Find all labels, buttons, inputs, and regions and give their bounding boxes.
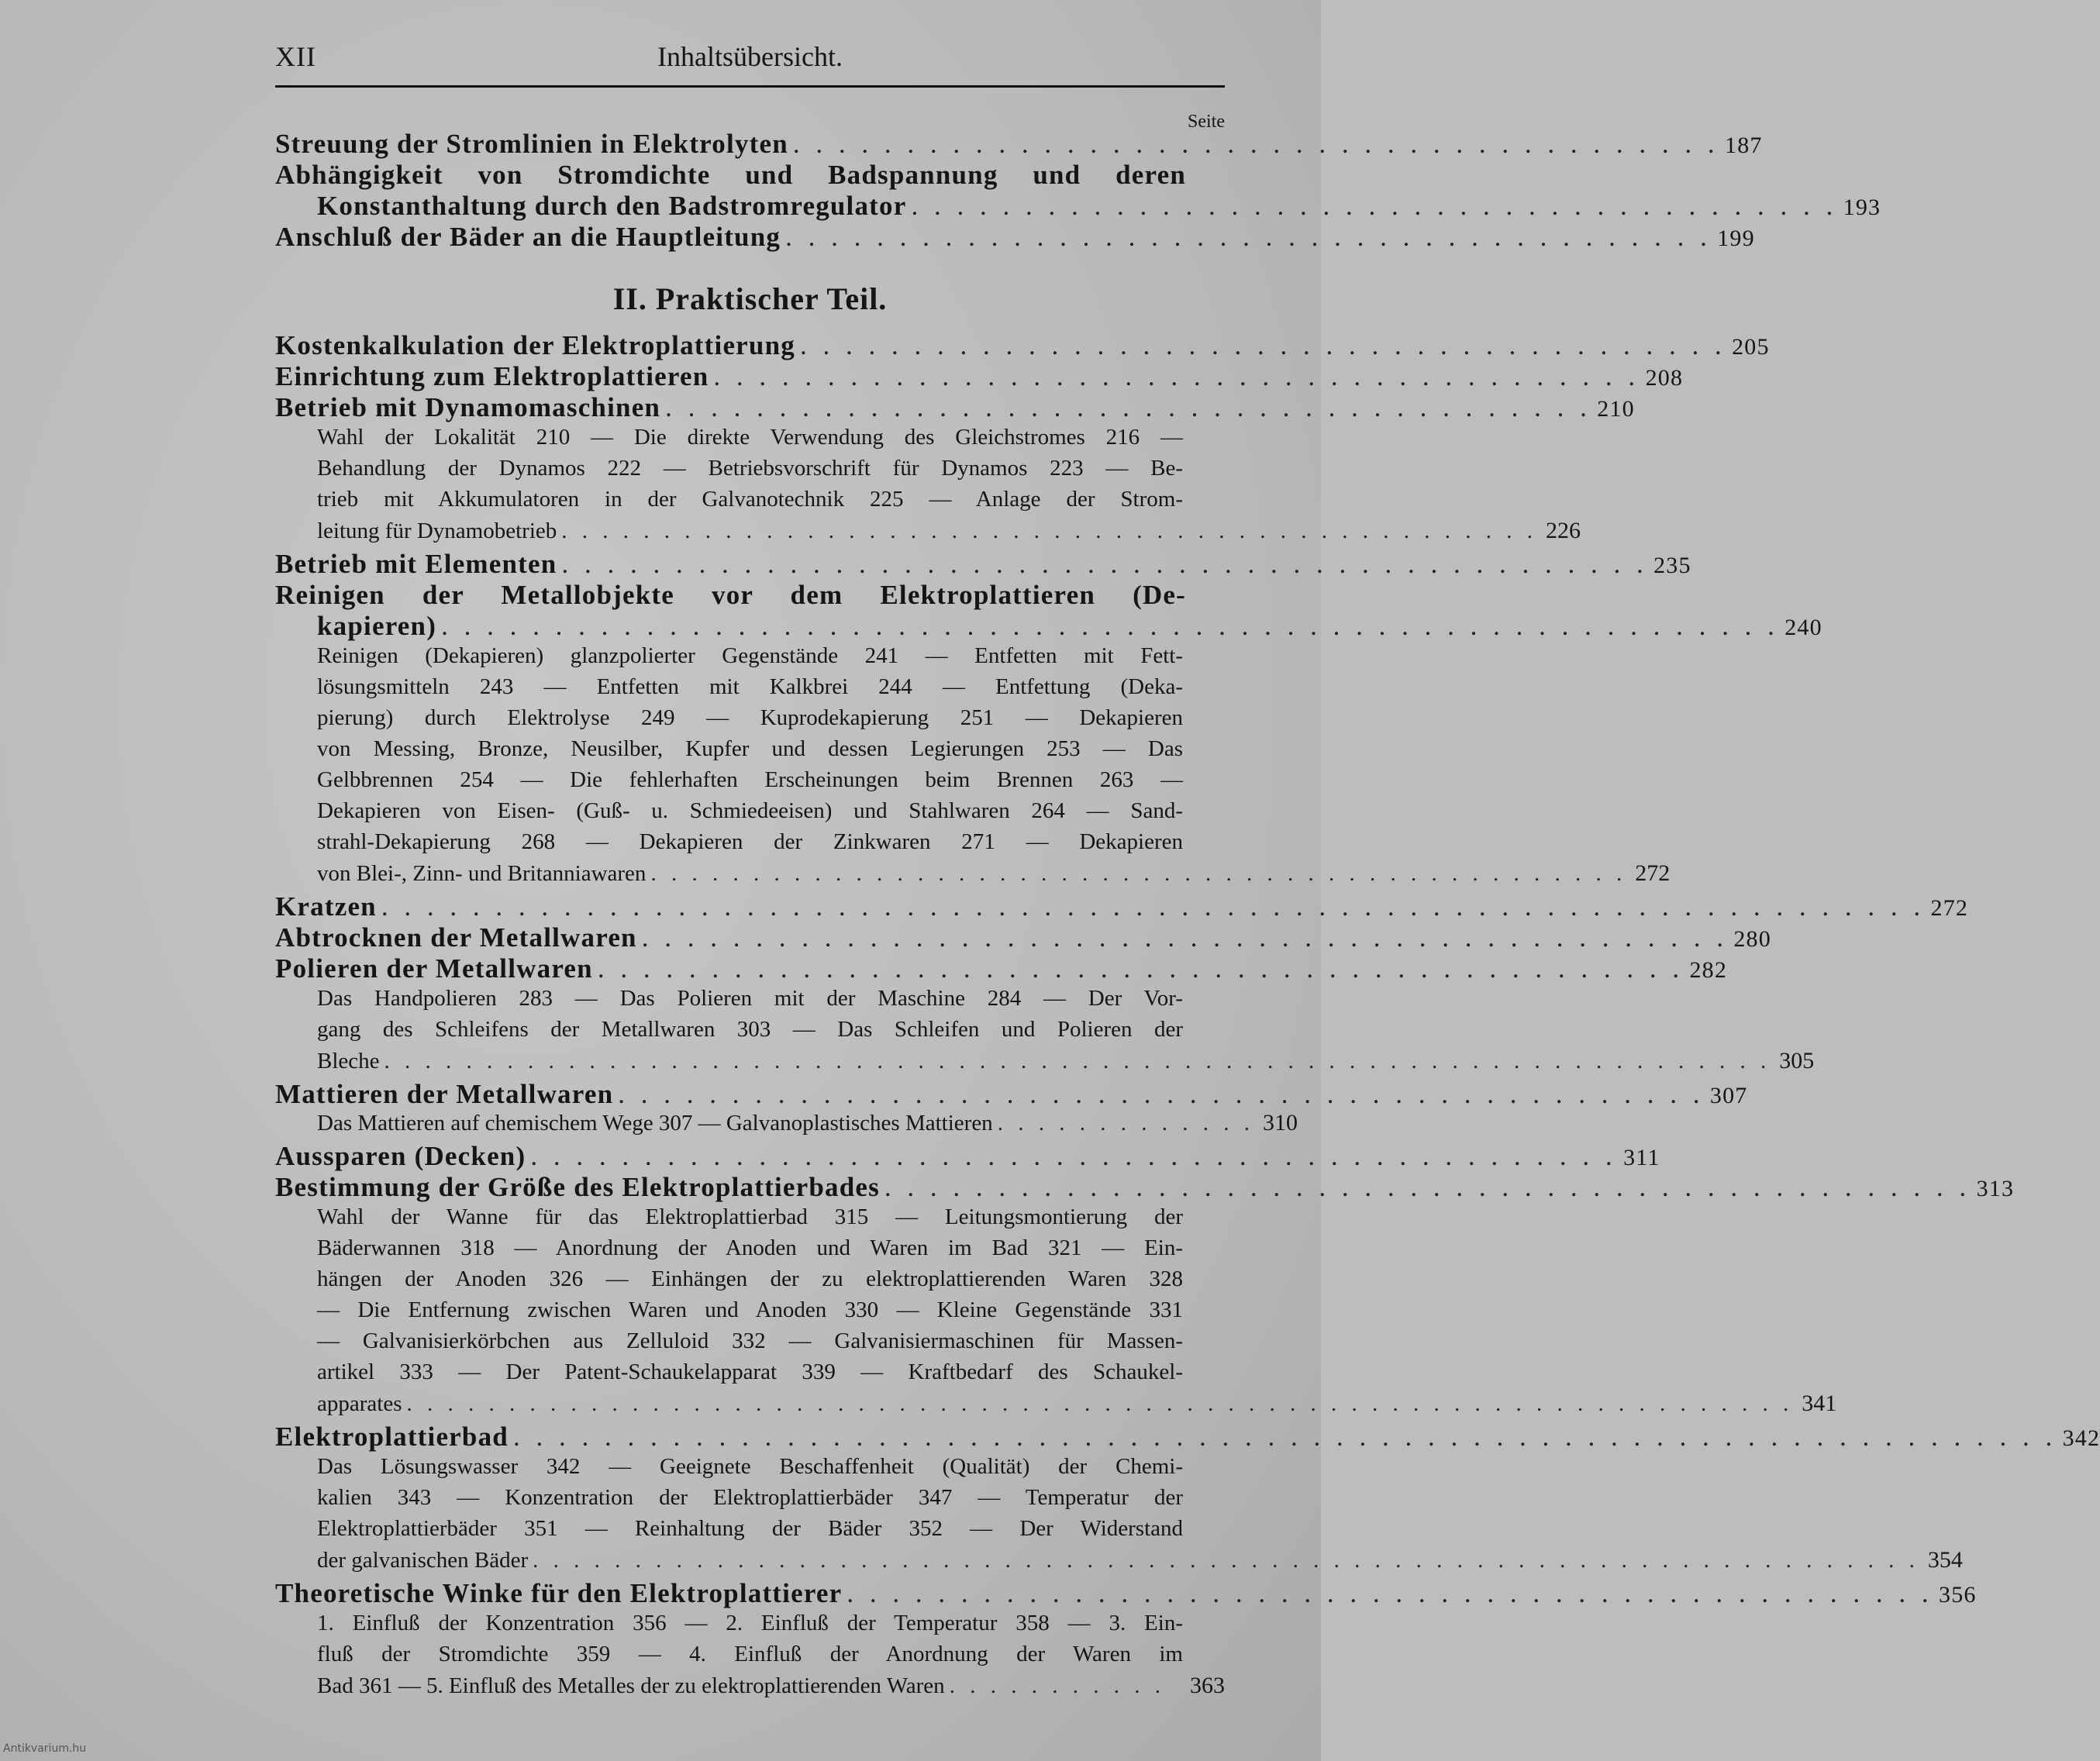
- toc-subline-text: — Die Entfernung zwischen Waren und Anoden 330 — Kleine Gegenstände 331: [317, 1297, 1183, 1322]
- toc-subline: [275, 674, 1225, 705]
- toc-subline: [275, 736, 1225, 767]
- toc-entry-page: 199: [1717, 226, 1755, 251]
- toc-entry-title: Mattieren der Metallwaren: [275, 1079, 614, 1109]
- toc-entry-title: kapieren): [317, 611, 437, 641]
- toc-entry: [275, 1578, 1977, 1609]
- toc-subline: [275, 767, 1225, 798]
- toc-entry: [275, 392, 1635, 423]
- toc-entry-page: 272: [1635, 860, 1671, 886]
- toc-subline: [275, 1235, 1225, 1266]
- toc-entry-title: Kostenkalkulation der Elektroplattierung: [275, 330, 795, 360]
- toc-entry: [275, 611, 1822, 642]
- toc-subline-text: Das Mattieren auf chemischem Wege 307 — Galvanoplastisches Mattieren: [317, 1111, 993, 1136]
- toc-subline: [275, 1329, 1225, 1360]
- leader-dots: . . . . . . . . . . . . . . . . . . . . . . . . . . . . . . . . . . . . . . . . . . . . . . . .: [641, 922, 1728, 953]
- running-title: Inhaltsübersicht.: [657, 41, 843, 72]
- toc-subline: [275, 1611, 1225, 1642]
- leader-dots: . . . . . . . . . . . . . . . . . . . . . . . . . . . . . . . . . . . . . . . . .: [911, 191, 1838, 221]
- toc-entry: [275, 160, 1225, 191]
- toc-subline-text: Wahl der Wanne für das Elektroplattierbad 315 — Leitungsmontierung der: [317, 1204, 1183, 1229]
- toc-subline-text: leitung für Dynamobetrieb: [317, 519, 557, 543]
- toc-subline: [275, 1485, 1225, 1516]
- toc-subline-text: strahl-Dekapierung 268 — Dekapieren der Zinkwaren 271 — Dekapieren: [317, 829, 1183, 854]
- leader-dots: . . . . . . . . . . . . . . . . . . . . . . . . . . . . . . . . . . . . . . . . . . . . . . . . . . . . . . . . . . . . . . . . . . . .: [381, 891, 1926, 922]
- toc-entry-title: Reinigen der Metallobjekte vor dem Elektroplattieren (De-: [275, 580, 1186, 610]
- toc-subline: [275, 456, 1225, 487]
- toc-entry: [275, 922, 1771, 953]
- toc-entry: [275, 549, 1691, 580]
- toc-subline-text: der galvanischen Bäder: [317, 1548, 529, 1573]
- leader-dots: . . . . . . . . . . . . . . . . . . . . . . . . . . . . . . . . . . . . . . . . . . . . . . . .: [884, 1172, 1971, 1202]
- toc-entry: [275, 222, 1755, 253]
- leader-dots: . . . . . . . . . . . . .: [997, 1111, 1254, 1136]
- leader-dots: . . . . . . . . . . . . . . . . . . . . . . . . . . . . . . . . . . . . . . . . .: [785, 222, 1712, 252]
- toc-subline-text: apparates: [317, 1391, 402, 1416]
- toc-entry-page: 307: [1709, 1083, 1748, 1108]
- toc-subline: [275, 1266, 1225, 1297]
- toc-entry: [275, 361, 1684, 392]
- toc-entry: [275, 580, 1225, 611]
- leader-dots: . . . . . . . . . . . . . . . . . . . . . . . . . . . . . . . . . . . . . . . . .: [799, 330, 1726, 360]
- toc-subline-text: fluß der Stromdichte 359 — 4. Einfluß der Anordnung der Waren im: [317, 1642, 1183, 1666]
- toc-entry-page: 193: [1843, 195, 1881, 220]
- toc-entry: [275, 1172, 2015, 1203]
- toc-subline-text: 1. Einfluß der Konzentration 356 — 2. Einfluß der Temperatur 358 — 3. Ein-: [317, 1611, 1183, 1635]
- toc-subline-text: Elektroplattierbäder 351 — Reinhaltung der Bäder 352 — Der Widerstand: [317, 1516, 1183, 1541]
- toc-subline: [275, 829, 1225, 860]
- toc-entry: [275, 129, 1763, 160]
- toc-subline: [275, 425, 1225, 456]
- toc-subline: [275, 1673, 1225, 1704]
- leader-dots: . . . . . . . . . . . . . . . . . . . . . . . . . . . . . . . . . . . . . . . . . . . . . . . . . . . . . . . . . . . . . . . . . . . .: [406, 1391, 1794, 1416]
- seite-label: Seite: [1188, 112, 1225, 132]
- toc-entry-title: Elektroplattierbad: [275, 1422, 509, 1452]
- toc-entry-page: 272: [1930, 895, 1969, 921]
- toc-entry-page: 354: [1927, 1547, 1963, 1573]
- toc-entry-title: Polieren der Metallwaren: [275, 953, 593, 984]
- toc-subline-text: von Messing, Bronze, Neusilber, Kupfer und dessen Legierungen 253 — Das: [317, 736, 1183, 761]
- toc-subline-text: lösungsmitteln 243 — Entfetten mit Kalkbrei 244 — Entfettung (Deka-: [317, 674, 1183, 699]
- toc-subline: [275, 487, 1225, 518]
- leader-dots: . . . . . . . . . . . . . . . . . . . . . . . . . . . . . . . . . . . . . . . . . . . . . . . . . . . . . . . . . . . . . . . . . . . .: [384, 1049, 1771, 1073]
- leader-dots: . . . . . . . . . . . . . . . . . . . . . . . . . . . . . . . . . . . . . . . . . . . . . . . .: [561, 549, 1648, 579]
- toc-entry-page: 235: [1653, 553, 1691, 578]
- toc-entry-page: 240: [1784, 615, 1822, 640]
- toc-subline: [275, 1516, 1225, 1547]
- toc-entry-title: Kratzen: [275, 891, 377, 922]
- toc-entry-page: 310: [1262, 1110, 1298, 1136]
- toc-entry-page: 282: [1689, 957, 1728, 983]
- toc-entry-page: 311: [1623, 1145, 1660, 1170]
- toc-entry-title: Abhängigkeit von Stromdichte und Badspannung und deren: [275, 160, 1186, 190]
- toc-subline: [275, 1017, 1225, 1048]
- toc-entry-page: 280: [1733, 926, 1771, 952]
- leader-dots: . . . . . . . . . . . . . . . . . . . . . . . . . . . . . . . . . . . . . . . . .: [713, 361, 1640, 391]
- toc-entry-title: Konstanthaltung durch den Badstromregulator: [317, 191, 907, 221]
- toc-subline-text: pierung) durch Elektrolyse 249 — Kuprodekapierung 251 — Dekapieren: [317, 705, 1183, 730]
- leader-dots: . . . . . . . . . . . . . . . . . . . . . . . . . . . . . . . . . . . . . . . . . . . . . . . .: [597, 953, 1684, 984]
- leader-dots: . . . . . . . . . . . . . . . . . . . . . . . . . . . . . . . . . . . . . . . . .: [792, 129, 1719, 159]
- leader-dots: . . . . . . . . . . .: [949, 1673, 1165, 1698]
- toc-entry-page: 342: [2062, 1425, 2100, 1451]
- toc-entry-page: 356: [1939, 1582, 1977, 1608]
- toc-subline-text: Bleche: [317, 1049, 380, 1073]
- toc-entry: [275, 1422, 2100, 1453]
- toc-entry-page: 305: [1779, 1048, 1815, 1073]
- leader-dots: . . . . . . . . . . . . . . . . . . . . . . . . . . . . . . . . . . . . . . . . . . . . . . . . . . . . . . . . . . . . . . . . . . . .: [512, 1422, 2057, 1452]
- toc-subline-text: kalien 343 — Konzentration der Elektroplattierbäder 347 — Temperatur der: [317, 1485, 1183, 1510]
- toc-subline-text: artikel 333 — Der Patent-Schaukelapparat 339 — Kraftbedarf des Schaukel-: [317, 1360, 1183, 1384]
- toc-subline: [275, 860, 1671, 891]
- toc-entry: [275, 891, 1969, 922]
- toc-entry-page: 226: [1546, 518, 1581, 543]
- toc-subline: [275, 1391, 1837, 1422]
- toc-subline-text: gang des Schleifens der Metallwaren 303 — Das Schleifen und Polieren der: [317, 1017, 1183, 1042]
- toc-subline: [275, 1547, 1963, 1578]
- toc-entry: [275, 1079, 1748, 1110]
- toc-subline-text: Behandlung der Dynamos 222 — Betriebsvorschrift für Dynamos 223 — Be-: [317, 456, 1183, 481]
- toc-entry-title: Betrieb mit Elementen: [275, 549, 557, 579]
- toc-subline-text: Das Lösungswasser 342 — Geeignete Beschaffenheit (Qualität) der Chemi-: [317, 1454, 1183, 1479]
- page-number: XII: [275, 41, 316, 72]
- header-rule: [275, 85, 1225, 88]
- toc-entry: [275, 330, 1770, 361]
- toc-subline-text: von Blei-, Zinn- und Britanniawaren: [317, 861, 647, 886]
- toc-subline-text: — Galvanisierkörbchen aus Zelluloid 332 — Galvanisiermaschinen für Massen-: [317, 1329, 1183, 1353]
- toc-entry-title: Aussparen (Decken): [275, 1141, 526, 1171]
- toc-subline-text: Gelbbrennen 254 — Die fehlerhaften Erscheinungen beim Brennen 263 —: [317, 767, 1183, 792]
- toc-entry-page: 210: [1597, 396, 1635, 422]
- leader-dots: . . . . . . . . . . . . . . . . . . . . . . . . . . . . . . . . . . . . . . . . . . . . . . . .: [618, 1079, 1705, 1109]
- toc-subline-text: trieb mit Akkumulatoren in der Galvanotechnik 225 — Anlage der Strom-: [317, 487, 1183, 512]
- running-header: [275, 40, 1225, 79]
- toc-subline: [275, 1642, 1225, 1673]
- leader-dots: . . . . . . . . . . . . . . . . . . . . . . . . . . . . . . . . . . . . . . . . . . . . . . . .: [650, 861, 1627, 886]
- toc-subline-text: Dekapieren von Eisen- (Guß- u. Schmiedeeisen) und Stahlwaren 264 — Sand-: [317, 798, 1183, 823]
- toc-subline: [275, 1454, 1225, 1485]
- leader-dots: . . . . . . . . . . . . . . . . . . . . . . . . . . . . . . . . . . . . . . . . . . . . . . . .: [530, 1141, 1617, 1171]
- leader-dots: . . . . . . . . . . . . . . . . . . . . . . . . . . . . . . . . . . . . . . . . . . . . . . . . . . . . . . . . . . . . . . . . . . . .: [533, 1548, 1919, 1573]
- toc-entry-page: 313: [1976, 1176, 2015, 1201]
- toc-entry: [275, 191, 1881, 222]
- toc-entry-title: Betrieb mit Dynamomaschinen: [275, 392, 661, 422]
- toc-subline: [275, 643, 1225, 674]
- toc-entry-page: 187: [1725, 133, 1763, 158]
- toc-subline-text: Bad 361 — 5. Einfluß des Metalles der zu elektroplattierenden Waren: [317, 1673, 945, 1698]
- toc-entry-title: Bestimmung der Größe des Elektroplattierbades: [275, 1172, 880, 1202]
- toc-subline: [275, 1360, 1225, 1391]
- toc-subline: [275, 1110, 1298, 1141]
- toc-subline: [275, 518, 1581, 549]
- leader-dots: . . . . . . . . . . . . . . . . . . . . . . . . . . . . . . . . . . . . . . . . .: [665, 392, 1591, 422]
- toc-entry-page: 341: [1802, 1391, 1837, 1416]
- leader-dots: . . . . . . . . . . . . . . . . . . . . . . . . . . . . . . . . . . . . . . . . . . . . . . . .: [561, 519, 1537, 543]
- leader-dots: . . . . . . . . . . . . . . . . . . . . . . . . . . . . . . . . . . . . . . . . . . . . . . . .: [847, 1578, 1933, 1608]
- leader-dots: . . . . . . . . . . . . . . . . . . . . . . . . . . . . . . . . . . . . . . . . . . . . . . . . . . . . . . . . . . .: [441, 611, 1779, 641]
- toc-subline: [275, 798, 1225, 829]
- toc-subline-text: hängen der Anoden 326 — Einhängen der zu elektroplattierenden Waren 328: [317, 1266, 1183, 1291]
- toc-subline: [275, 705, 1225, 736]
- toc-subline: [275, 1204, 1225, 1235]
- toc-entry-page: 208: [1645, 365, 1684, 391]
- toc-subline: [275, 986, 1225, 1017]
- toc-subline-text: Bäderwannen 318 — Anordnung der Anoden und Waren im Bad 321 — Ein-: [317, 1235, 1183, 1260]
- watermark: Antikvarium.hu: [3, 1742, 87, 1755]
- toc-subline-text: Reinigen (Dekapieren) glanzpolierter Gegenstände 241 — Entfetten mit Fett-: [317, 643, 1183, 668]
- toc-entry: [275, 953, 1728, 984]
- toc-entry-title: Theoretische Winke für den Elektroplattierer: [275, 1578, 843, 1608]
- toc-entry-title: Streuung der Stromlinien in Elektrolyten: [275, 129, 788, 159]
- section-title: II. Praktischer Teil.: [612, 281, 888, 316]
- toc-entry-page: 205: [1732, 334, 1770, 360]
- toc-subline-text: Wahl der Lokalität 210 — Die direkte Verwendung des Gleichstromes 216 —: [317, 425, 1183, 450]
- toc-subline: [275, 1048, 1815, 1079]
- toc-entry-title: Einrichtung zum Elektroplattieren: [275, 361, 709, 391]
- toc-subline: [275, 1297, 1225, 1329]
- toc-entry: [275, 1141, 1660, 1172]
- toc-subline-text: Das Handpolieren 283 — Das Polieren mit der Maschine 284 — Der Vor-: [317, 986, 1183, 1011]
- toc-entry-title: Abtrocknen der Metallwaren: [275, 922, 637, 953]
- toc-entry-page: 363: [1190, 1673, 1225, 1698]
- toc-entry-title: Anschluß der Bäder an die Hauptleitung: [275, 222, 781, 252]
